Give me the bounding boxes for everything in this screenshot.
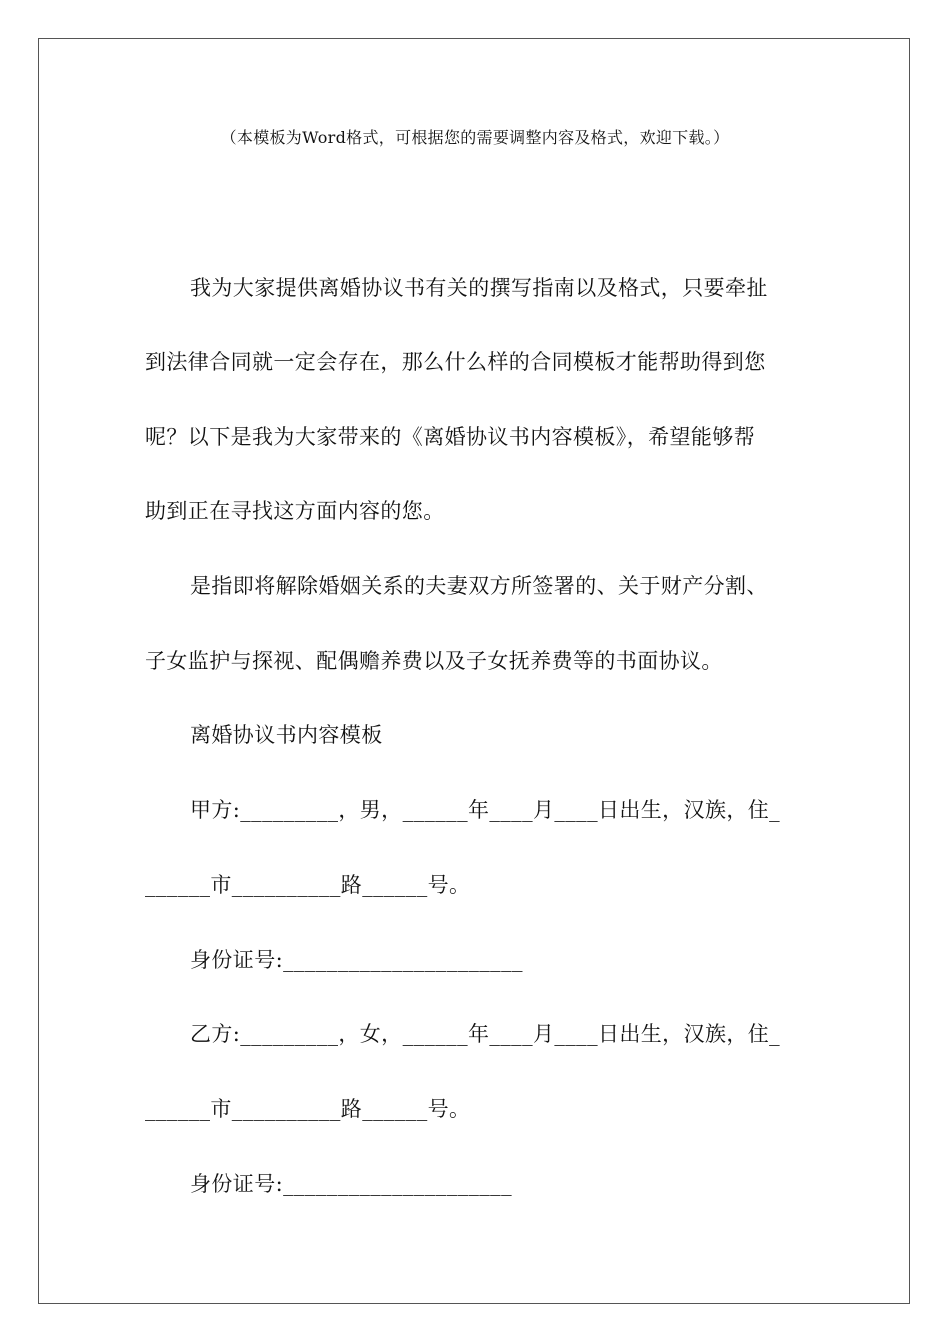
- party-a-id: 身份证号:______________________: [190, 948, 523, 972]
- intro-line-4: 助到正在寻找这方面内容的您。: [145, 499, 445, 523]
- template-title: 离婚协议书内容模板: [190, 723, 383, 747]
- definition-line-2: 子女监护与探视、配偶赡养费以及子女抚养费等的书面协议。: [145, 649, 723, 673]
- party-a-line-2: ______市__________路______号。: [145, 873, 471, 897]
- template-note: （本模板为Word格式，可根据您的需要调整内容及格式，欢迎下载。）: [220, 128, 730, 147]
- party-b-line-1: 乙方:_________，女，______年____月____日出生，汉族，住_: [190, 1022, 781, 1046]
- intro-line-3: 呢？以下是我为大家带来的《离婚协议书内容模板》，希望能够帮: [145, 425, 756, 449]
- intro-line-2: 到法律合同就一定会存在，那么什么样的合同模板才能帮助得到您: [145, 350, 766, 374]
- definition-line-1: 是指即将解除婚姻关系的夫妻双方所签署的、关于财产分割、: [190, 574, 768, 598]
- party-b-line-2: ______市__________路______号。: [145, 1097, 471, 1121]
- party-b-id: 身份证号:_____________________: [190, 1172, 512, 1196]
- party-a-line-1: 甲方:_________，男，______年____月____日出生，汉族，住_: [190, 798, 781, 822]
- intro-line-1: 我为大家提供离婚协议书有关的撰写指南以及格式，只要牵扯: [190, 276, 768, 300]
